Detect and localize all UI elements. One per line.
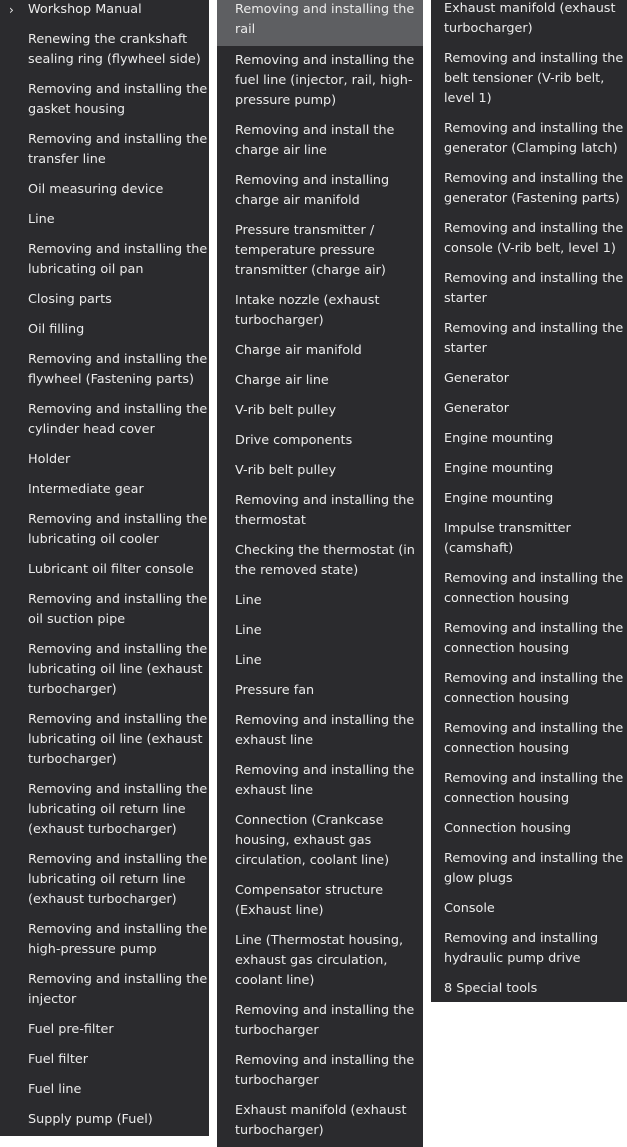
toc-item-line: exhaust gas circulation,: [235, 953, 388, 968]
toc-item[interactable]: [217, 1051, 423, 1091]
toc-item-line: rail: [235, 22, 256, 37]
toc-item[interactable]: [0, 480, 209, 500]
toc-item-line: Removing and installing the: [28, 852, 208, 867]
toc-item-line: lubricating oil return line: [28, 802, 186, 817]
toc-item[interactable]: [431, 169, 627, 209]
toc-item-line: high-pressure pump: [28, 942, 157, 957]
toc-item[interactable]: [0, 240, 209, 280]
toc-item-line: Removing and installing the: [28, 782, 208, 797]
toc-item-line: Generator: [444, 401, 509, 416]
toc-item[interactable]: [431, 669, 627, 709]
toc-item-line: charge air line: [235, 143, 327, 158]
toc-item-line: Engine mounting: [444, 491, 554, 506]
toc-item[interactable]: [217, 291, 423, 331]
toc-item-line: Engine mounting: [444, 461, 554, 476]
toc-item-line: Fuel pre-filter: [28, 1022, 114, 1037]
toc-item[interactable]: [431, 369, 627, 389]
toc-item[interactable]: [217, 371, 423, 391]
toc-item[interactable]: [0, 710, 209, 770]
toc-item-line: housing, exhaust gas: [235, 833, 372, 848]
toc-item-line: Intake nozzle (exhaust: [235, 293, 380, 308]
toc-item[interactable]: [431, 819, 627, 839]
toc-item[interactable]: [217, 541, 423, 581]
toc-item[interactable]: [217, 1001, 423, 1041]
toc-item[interactable]: [0, 400, 209, 440]
toc-item-line: Removing and installing the: [235, 763, 415, 778]
toc-column-1: [0, 0, 209, 1136]
toc-item-line: Removing and installing the: [28, 242, 208, 257]
toc-item-line: transfer line: [28, 152, 106, 167]
toc-item-line: generator (Fastening parts): [444, 191, 620, 206]
toc-item[interactable]: [217, 621, 423, 641]
toc-item[interactable]: [217, 491, 423, 531]
toc-item-line: Pressure fan: [235, 683, 315, 698]
toc-item[interactable]: [431, 0, 627, 39]
toc-item-line: Removing and installing the: [444, 851, 624, 866]
toc-item[interactable]: [0, 1110, 209, 1130]
toc-item[interactable]: [217, 1101, 423, 1141]
toc-item-line: turbocharger): [28, 682, 117, 697]
toc-item-line: Removing and installing the: [444, 571, 624, 586]
toc-item-line: Oil measuring device: [28, 182, 164, 197]
toc-item-line: Removing and installing the: [28, 132, 208, 147]
toc-item-line: Removing and installing the: [235, 713, 415, 728]
toc-item[interactable]: [0, 130, 209, 170]
toc-item-line: lubricating oil line (exhaust: [28, 662, 203, 677]
toc-item-line: Line (Thermostat housing,: [235, 933, 404, 948]
toc-item-line: lubricating oil line (exhaust: [28, 732, 203, 747]
toc-item[interactable]: [217, 761, 423, 801]
toc-item[interactable]: [217, 51, 423, 111]
toc-item-line: Line: [235, 593, 262, 608]
tree-root-item[interactable]: [0, 0, 209, 20]
toc-item-line: Supply pump (Fuel): [28, 1112, 153, 1127]
toc-item[interactable]: [217, 401, 423, 421]
toc-item-line: Removing and installing the: [444, 121, 624, 136]
toc-item-line: Removing and installing the: [444, 321, 624, 336]
toc-item[interactable]: [0, 560, 209, 580]
toc-item[interactable]: [217, 811, 423, 871]
toc-item[interactable]: [217, 711, 423, 751]
toc-item[interactable]: [0, 180, 209, 200]
toc-item-line: Generator: [444, 371, 509, 386]
toc-item[interactable]: [431, 899, 627, 919]
toc-item-line: level 1): [444, 91, 492, 106]
toc-item[interactable]: [431, 619, 627, 659]
toc-item-line: Removing and installing the: [28, 712, 208, 727]
toc-item[interactable]: [431, 489, 627, 509]
toc-item-line: flywheel (Fastening parts): [28, 372, 195, 387]
toc-item-line: injector: [28, 992, 77, 1007]
toc-item[interactable]: [0, 320, 209, 340]
toc-item-line: exhaust line: [235, 733, 314, 748]
toc-item-line: Removing and installing the: [235, 1003, 415, 1018]
tree-root-label: Workshop Manual: [28, 2, 142, 17]
toc-item[interactable]: [0, 590, 209, 630]
toc-item-line: connection housing: [444, 691, 570, 706]
toc-item-line: 8 Special tools: [444, 981, 538, 996]
toc-item[interactable]: [0, 510, 209, 550]
toc-item[interactable]: [217, 221, 423, 281]
toc-item-line: Removing and installing the: [444, 171, 624, 186]
toc-item[interactable]: [217, 931, 423, 991]
toc-item[interactable]: [0, 1050, 209, 1070]
toc-item-line: oil suction pipe: [28, 612, 126, 627]
toc-item-line: Renewing the crankshaft: [28, 32, 188, 47]
toc-item-line: circulation, coolant line): [235, 853, 390, 868]
toc-item-line: lubricating oil pan: [28, 262, 144, 277]
toc-item-line: Removing and installing the: [444, 671, 624, 686]
toc-item-line: Fuel line: [28, 1082, 82, 1097]
toc-item[interactable]: [0, 210, 209, 230]
toc-item-line: Removing and installing the: [444, 221, 624, 236]
toc-item-line: Fuel filter: [28, 1052, 89, 1067]
toc-item[interactable]: [431, 319, 627, 359]
toc-item-line: transmitter (charge air): [235, 263, 386, 278]
toc-item-line: Intermediate gear: [28, 482, 144, 497]
toc-item-line: (Exhaust line): [235, 903, 324, 918]
toc-item-line: Charge air manifold: [235, 343, 362, 358]
toc-item-line: Removing and installing: [235, 173, 390, 188]
toc-item[interactable]: [0, 970, 209, 1010]
toc-item-line: exhaust line: [235, 783, 314, 798]
toc-item-line: Line: [235, 623, 262, 638]
toc-item-line: the removed state): [235, 563, 359, 578]
toc-item-line: Closing parts: [28, 292, 112, 307]
toc-item-line: Removing and install the: [235, 123, 395, 138]
toc-item-line: Compensator structure: [235, 883, 384, 898]
toc-item-line: V-rib belt pulley: [235, 403, 337, 418]
toc-item-line: Removing and installing the: [235, 493, 415, 508]
toc-item[interactable]: [431, 769, 627, 809]
toc-item-line: turbocharger: [235, 1073, 319, 1088]
toc-item-line: Checking the thermostat (in: [235, 543, 415, 558]
toc-item[interactable]: [217, 341, 423, 361]
toc-item-line: Drive components: [235, 433, 353, 448]
toc-item[interactable]: [0, 920, 209, 960]
toc-item[interactable]: [431, 119, 627, 159]
toc-item-line: Holder: [28, 452, 71, 467]
toc-item-line: belt tensioner (V-rib belt,: [444, 71, 605, 86]
toc-item-line: starter: [444, 291, 487, 306]
toc-item-line: Console: [444, 901, 495, 916]
toc-item[interactable]: [0, 30, 209, 70]
toc-item[interactable]: [0, 780, 209, 840]
toc-item-line: (exhaust turbocharger): [28, 892, 177, 907]
toc-item[interactable]: [217, 171, 423, 211]
toc-item[interactable]: [431, 269, 627, 309]
toc-item-line: Engine mounting: [444, 431, 554, 446]
toc-item[interactable]: [431, 929, 627, 969]
toc-item[interactable]: [217, 591, 423, 611]
toc-item[interactable]: [217, 431, 423, 451]
toc-item-line: Removing and installing the: [28, 402, 208, 417]
toc-item-line: thermostat: [235, 513, 306, 528]
toc-item-line: V-rib belt pulley: [235, 463, 337, 478]
toc-item-line: lubricating oil return line: [28, 872, 186, 887]
toc-item-line: sealing ring (flywheel side): [28, 52, 201, 67]
chevron-right-icon[interactable]: ›: [9, 3, 14, 17]
toc-item-line: lubricating oil cooler: [28, 532, 159, 547]
toc-item[interactable]: [431, 49, 627, 109]
toc-item-line: Oil filling: [28, 322, 85, 337]
toc-item[interactable]: [217, 121, 423, 161]
toc-item[interactable]: [0, 640, 209, 700]
toc-item-line: (camshaft): [444, 541, 514, 556]
toc-item-line: Exhaust manifold (exhaust: [444, 1, 616, 16]
toc-item-line: turbocharger: [235, 1023, 319, 1038]
toc-item-line: Removing and installing the: [444, 271, 624, 286]
toc-column-2: [217, 0, 423, 1147]
toc-item[interactable]: [431, 979, 627, 999]
toc-item-line: connection housing: [444, 641, 570, 656]
toc-item-line: Connection housing: [444, 821, 571, 836]
toc-item-line: Lubricant oil filter console: [28, 562, 194, 577]
toc-item-line: generator (Clamping latch): [444, 141, 618, 156]
toc-item[interactable]: [431, 459, 627, 479]
toc-item-line: console (V-rib belt, level 1): [444, 241, 616, 256]
toc-item-line: (exhaust turbocharger): [28, 822, 177, 837]
toc-item[interactable]: [0, 850, 209, 910]
toc-item[interactable]: [431, 849, 627, 889]
toc-item-line: Removing and installing the: [444, 51, 624, 66]
toc-item-line: Removing and installing the: [28, 922, 208, 937]
toc-item-line: pressure pump): [235, 93, 337, 108]
toc-item[interactable]: [217, 881, 423, 921]
toc-item-line: starter: [444, 341, 487, 356]
toc-item-line: turbocharger): [444, 21, 533, 36]
toc-item-line: Removing and installing the: [28, 972, 208, 987]
toc-item-line: Removing and installing the: [444, 771, 624, 786]
toc-item-line: Removing and installing the: [235, 1053, 415, 1068]
toc-item-line: Connection (Crankcase: [235, 813, 384, 828]
toc-item[interactable]: [0, 450, 209, 470]
toc-item-line: fuel line (injector, rail, high-: [235, 73, 413, 88]
toc-item-line: Removing and installing the: [28, 642, 208, 657]
toc-item-line: cylinder head cover: [28, 422, 155, 437]
toc-item[interactable]: [217, 0, 423, 46]
toc-item-line: connection housing: [444, 741, 570, 756]
toc-item[interactable]: [431, 519, 627, 559]
toc-column-3: [431, 0, 627, 1002]
toc-item-line: charge air manifold: [235, 193, 360, 208]
toc-item-line: turbocharger): [235, 1123, 324, 1138]
toc-item-line: Exhaust manifold (exhaust: [235, 1103, 407, 1118]
toc-item[interactable]: [0, 1020, 209, 1040]
toc-item-line: gasket housing: [28, 102, 126, 117]
toc-item[interactable]: [0, 80, 209, 120]
toc-item[interactable]: [431, 399, 627, 419]
toc-item[interactable]: [431, 219, 627, 259]
toc-item[interactable]: [217, 461, 423, 481]
toc-item[interactable]: [431, 569, 627, 609]
toc-item[interactable]: [217, 681, 423, 701]
toc-item[interactable]: [217, 651, 423, 671]
toc-item[interactable]: [431, 719, 627, 759]
toc-item-line: Pressure transmitter /: [235, 223, 375, 238]
toc-item-line: hydraulic pump drive: [444, 951, 581, 966]
toc-item-line: Removing and installing the: [28, 352, 208, 367]
toc-item[interactable]: [0, 1080, 209, 1100]
toc-item-line: Impulse transmitter: [444, 521, 571, 536]
toc-item[interactable]: [0, 350, 209, 390]
toc-item-line: turbocharger): [28, 752, 117, 767]
toc-item-line: turbocharger): [235, 313, 324, 328]
toc-item-line: coolant line): [235, 973, 315, 988]
toc-item-line: Removing and installing the: [28, 82, 208, 97]
toc-item[interactable]: [0, 290, 209, 310]
toc-item-line: Removing and installing the: [235, 53, 415, 68]
toc-item-line: Line: [235, 653, 262, 668]
toc-item-line: Removing and installing the: [28, 512, 208, 527]
toc-item-line: Removing and installing the: [444, 721, 624, 736]
toc-item-line: connection housing: [444, 591, 570, 606]
toc-item-line: Removing and installing the: [235, 2, 415, 17]
toc-item-line: temperature pressure: [235, 243, 375, 258]
toc-item-line: Charge air line: [235, 373, 329, 388]
toc-item-line: connection housing: [444, 791, 570, 806]
toc-item-line: Removing and installing the: [28, 592, 208, 607]
toc-item-line: Line: [28, 212, 55, 227]
toc-item-line: glow plugs: [444, 871, 513, 886]
toc-item-line: Removing and installing the: [444, 621, 624, 636]
toc-item[interactable]: [431, 429, 627, 449]
toc-item-line: Removing and installing: [444, 931, 599, 946]
